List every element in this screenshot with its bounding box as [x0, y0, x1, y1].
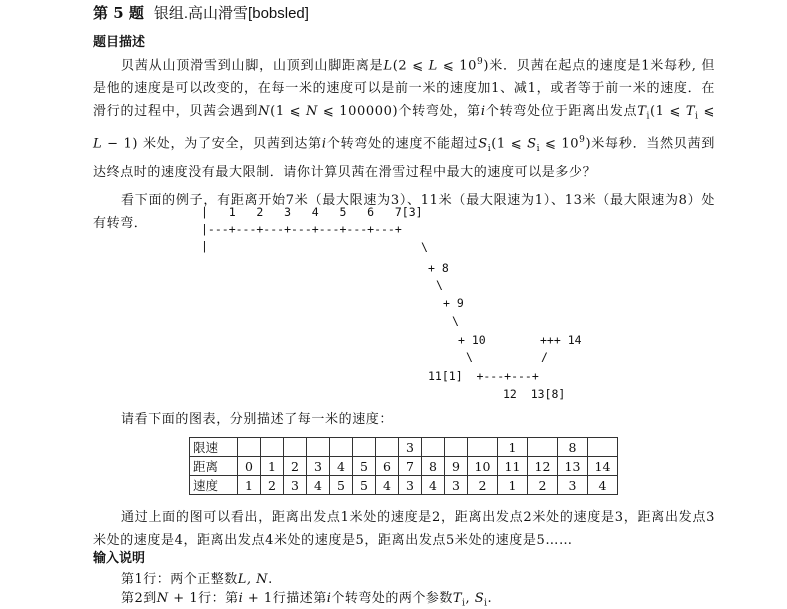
- table-cell: [422, 438, 445, 457]
- speed-table: [189, 437, 618, 495]
- table-cell: 2: [468, 476, 498, 495]
- row-label: 速度: [190, 476, 238, 495]
- problem-name: 银组.高山滑雪[bobsled]: [153, 5, 309, 22]
- input-line-1: 第1行：两个正整数L, N.: [121, 572, 273, 587]
- table-cell: 2: [261, 476, 284, 495]
- description-heading: 题目描述: [93, 35, 146, 50]
- table-cell: 1: [498, 438, 528, 457]
- table-cell: 4: [307, 476, 330, 495]
- table-cell: [588, 438, 618, 457]
- table-cell: 0: [238, 457, 261, 476]
- table-cell: 4: [422, 476, 445, 495]
- table-cell: [261, 438, 284, 457]
- row-label: 限速: [190, 438, 238, 457]
- table-cell: 10: [468, 457, 498, 476]
- table-cell: 5: [353, 457, 376, 476]
- diagram-row-1: | 1 2 3 4 5 6 7[3]: [201, 205, 423, 219]
- table-cell: 8: [558, 438, 588, 457]
- table-cell: 4: [330, 457, 353, 476]
- distance-row: [190, 457, 618, 476]
- table-cell: 3: [399, 476, 422, 495]
- diagram-point-10: + 10: [458, 333, 486, 347]
- speed-limit-row: [190, 438, 618, 457]
- table-cell: [284, 438, 307, 457]
- table-cell: [353, 438, 376, 457]
- table-cell: 3: [307, 457, 330, 476]
- table-cell: [468, 438, 498, 457]
- description-paragraph-2: 看下面的例子，有距离开始7米（最大限速为3）、11米（最大限速为1）、13米（最大限速为8）处有转弯．: [93, 193, 715, 231]
- table-cell: 1: [238, 476, 261, 495]
- table-cell: 5: [353, 476, 376, 495]
- speed-row: [190, 476, 618, 495]
- table-cell: [330, 438, 353, 457]
- table-cell: 2: [528, 476, 558, 495]
- description-paragraph-3: 请看下面的图表，分别描述了每一米的速度：: [121, 412, 394, 427]
- description-paragraph-4: 通过上面的图可以看出，距离出发点1米处的速度是2，距离出发点2米处的速度是3，距离出发点3米处的速度是4，距离出发点4米处的速度是5，距离出发点5米处的速度是5……: [93, 510, 715, 548]
- input-heading: 输入说明: [93, 551, 146, 566]
- diagram-row-2: |---+---+---+---+---+---+---+: [201, 222, 402, 236]
- table-cell: 12: [528, 457, 558, 476]
- table-cell: 1: [261, 457, 284, 476]
- input-line-2: 第2到N + 1行：第i + 1行描述第i个转弯处的两个参数$T_i$, $S_i$.: [121, 591, 493, 609]
- problem-number: 第 5 题: [93, 4, 144, 22]
- diagram-slope-3: \: [452, 314, 459, 328]
- diagram-row-3: |: [201, 239, 208, 253]
- table-cell: 4: [588, 476, 618, 495]
- table-cell: [445, 438, 468, 457]
- table-cell: 5: [330, 476, 353, 495]
- table-cell: 8: [422, 457, 445, 476]
- row-label: 距离: [190, 457, 238, 476]
- diagram-slope-2: \: [436, 278, 443, 292]
- table-cell: 11: [498, 457, 528, 476]
- diagram-point-14: +++ 14: [540, 333, 582, 347]
- table-cell: 3: [399, 438, 422, 457]
- diagram-slope-4: \: [466, 350, 473, 364]
- table-cell: 6: [376, 457, 399, 476]
- diagram-slope-1: \: [421, 240, 428, 254]
- table-cell: [238, 438, 261, 457]
- table-cell: 3: [284, 476, 307, 495]
- table-cell: [307, 438, 330, 457]
- table-cell: 13: [558, 457, 588, 476]
- diagram-slope-up: /: [541, 350, 548, 364]
- description-paragraph-1: 贝茜从山顶滑雪到山脚，山顶到山脚距离是L(2 ⩽ L ⩽ $10^9$)米．贝茜在起点的速度是1米每秒, 但是他的速度是可以改变的，在每一米的速度可以是前一米的速度加1、减1，或者等于前一米的速度．在滑行的过程中，贝茜会遇到N(1 ⩽ N ⩽ 100000)个转弯处，第i个转弯处位于距离出发点$T_i(1$ ⩽ $T_i$ ⩽ L − 1) 米处，为了安全，贝茜到达第i个转弯处的速度不能超过$S_i(1$ ⩽ $S_i$ ⩽ $10^9$)米每秒．当然贝茜到达终点时的速度没有最大限制．请你计算贝茜在滑雪过程中最大的速度可以是多少？: [93, 57, 716, 180]
- page-title: [93, 2, 309, 23]
- diagram-point-8: + 8: [428, 261, 449, 275]
- table-cell: 3: [558, 476, 588, 495]
- table-cell: 1: [498, 476, 528, 495]
- diagram-point-12-13: 12 13[8]: [503, 387, 566, 401]
- table-cell: 9: [445, 457, 468, 476]
- table-cell: [528, 438, 558, 457]
- table-cell: 4: [376, 476, 399, 495]
- table-cell: [376, 438, 399, 457]
- table-cell: 7: [399, 457, 422, 476]
- table-cell: 2: [284, 457, 307, 476]
- diagram-point-9: + 9: [443, 296, 464, 310]
- diagram-point-11: 11[1] +---+---+: [428, 369, 539, 383]
- table-cell: 14: [588, 457, 618, 476]
- table-cell: 3: [445, 476, 468, 495]
